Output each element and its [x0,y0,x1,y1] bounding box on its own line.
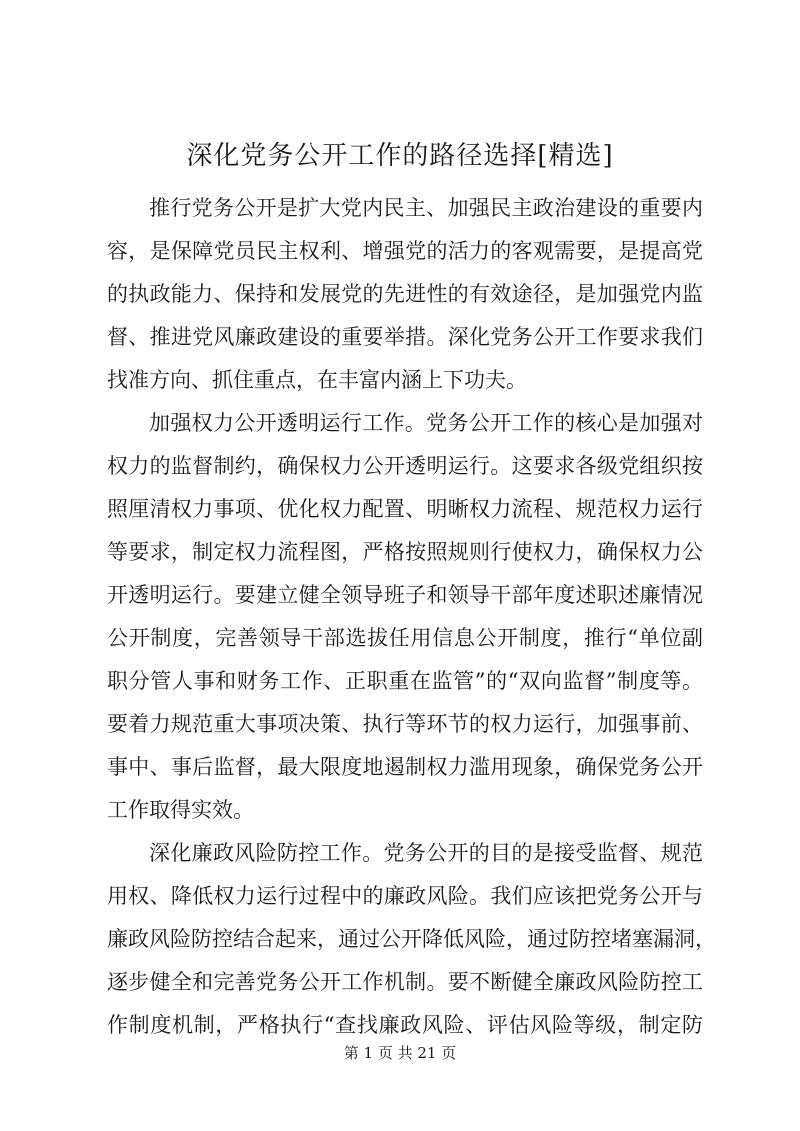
paragraph-line: 逐步健全和完善党务公开工作机制。要不断健全廉政风险防控工 [107,970,703,994]
paragraph-line: 要着力规范重大事项决策、执行等环节的权力运行，加强事前、 [107,712,703,736]
paragraph-line: 开透明运行。要建立健全领导班子和领导干部年度述职述廉情况 [107,583,703,607]
paragraph-line: 事中、事后监督，最大限度地遏制权力滥用现象，确保党务公开 [107,755,703,779]
paragraph-line: 深化廉政风险防控工作。党务公开的目的是接受监督、规范 [149,841,703,865]
paragraph-line: 廉政风险防控结合起来，通过公开降低风险，通过防控堵塞漏洞， [107,927,716,951]
paragraph-line: 作制度机制，严格执行“查找廉政风险、评估风险等级，制定防 [107,1013,703,1037]
paragraph-line: 的执政能力、保持和发展党的先进性的有效途径，是加强党内监 [107,282,703,306]
paragraph-line: 职分管人事和财务工作、正职重在监管”的“双向监督”制度等。 [107,669,703,693]
paragraph-line: 容，是保障党员民主权利、增强党的活力的客观需要，是提高党 [107,239,703,263]
document-title: 深化党务公开工作的路径选择[精选] [186,141,614,171]
paragraph-line: 推行党务公开是扩大党内民主、加强民主政治建设的重要内 [149,196,703,220]
paragraph-line: 照厘清权力事项、优化权力配置、明晰权力流程、规范权力运行 [107,497,703,521]
paragraph-line: 工作取得实效。 [107,798,254,822]
page-footer: 第 1 页 共 21 页 [343,1044,457,1062]
paragraph-line: 用权、降低权力运行过程中的廉政风险。我们应该把党务公开与 [107,884,703,908]
paragraph-line: 找准方向、抓住重点，在丰富内涵上下功夫。 [107,368,527,392]
paragraph-line: 督、推进党风廉政建设的重要举措。深化党务公开工作要求我们 [107,325,703,349]
paragraph-line: 加强权力公开透明运行工作。党务公开工作的核心是加强对 [149,411,703,435]
paragraph-line: 权力的监督制约，确保权力公开透明运行。这要求各级党组织按 [107,454,703,478]
paragraph-line: 公开制度，完善领导干部选拔任用信息公开制度，推行“单位副 [107,626,703,650]
paragraph-line: 等要求，制定权力流程图，严格按照规则行使权力，确保权力公 [107,540,703,564]
